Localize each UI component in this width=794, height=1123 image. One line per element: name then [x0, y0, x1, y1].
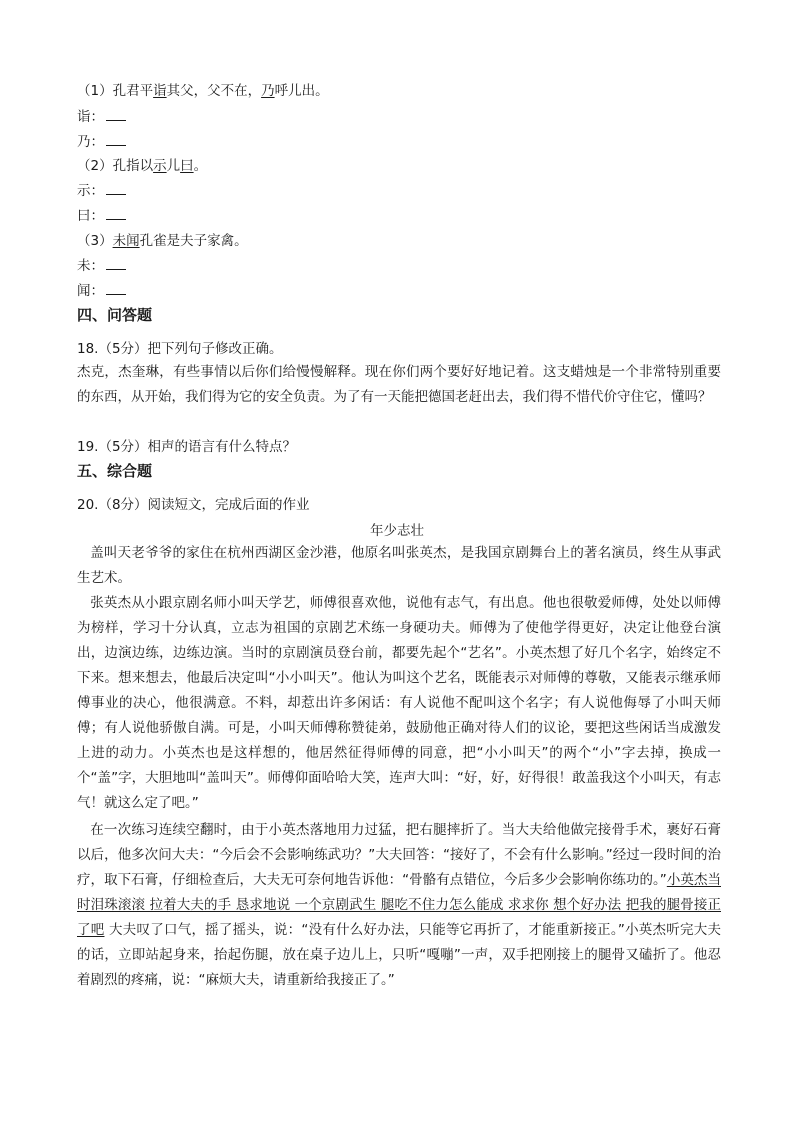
underlined-word: 诣 [153, 83, 167, 99]
underlined-word: 闻 [126, 233, 140, 249]
underlined-word: 曰 [180, 158, 194, 174]
q17-sentence-1 [77, 82, 329, 100]
answer-label: 未： [77, 258, 104, 274]
answer-blank[interactable] [106, 108, 126, 121]
answer-label: 曰： [77, 208, 104, 224]
answer-label: 乃： [77, 134, 104, 150]
sentence-text: （3） [77, 233, 113, 249]
paragraph-text: 大夫叹了口气，摇了摇头，说：“没有什么好办法，只能等它再折了，才能重新接正。”小英杰听完大夫的话，立即站起身来，抬起伤腿，放在桌子边儿上，只听“嘎嘣”一声，双手把刚接上的腿骨又磕折了。他忍着剧烈的疼痛，说：“麻烦大夫，请重新给我接正了。” [77, 922, 722, 988]
answer-line-wen [77, 282, 126, 300]
q17-sentence-2 [77, 157, 207, 175]
answer-line-shi [77, 182, 126, 200]
answer-line-wei [77, 257, 126, 275]
q19-heading: 19.（5分）相声的语言有什么特点？ [77, 439, 297, 455]
sentence-text: 孔雀是夫子家禽。 [139, 233, 248, 249]
answer-blank[interactable] [106, 257, 126, 270]
answer-label: 闻： [77, 283, 104, 299]
sentence-text: 其父，父不在， [166, 83, 262, 99]
article-paragraph-3 [77, 818, 721, 993]
underlined-word: 乃 [261, 83, 275, 99]
article-title: 年少志壮 [370, 523, 424, 539]
answer-blank[interactable] [106, 133, 126, 146]
q17-sentence-3 [77, 232, 248, 250]
answer-blank[interactable] [106, 182, 126, 195]
q18-body: 杰克，杰奎琳，有些事情以后你们给慢慢解释。现在你们两个要好好地记着。这支蜡烛是一个非常特别重要的东西，从开始，我们得为它的安全负责。为了有一天能把德国老赶出去，我们得不惜代价守住它，懂吗？ [77, 364, 721, 405]
answer-line-yi [77, 108, 126, 126]
q20-heading: 20.（8分）阅读短文，完成后面的作业 [77, 497, 310, 513]
sentence-text: （1）孔君平 [77, 83, 154, 99]
paragraph-text: 张英杰从小跟京剧名师小叫天学艺，师傅很喜欢他，说他有志气，有出息。他也很敬爱师傅，处处以师傅为榜样，学习十分认真，立志为祖国的京剧艺术练一身硬功夫。师傅为了使他学得更好，决定让他登台演出，边演边练，边练边演。当时的京剧演员登台前，都要先起个“艺名”。小英杰想了好几个名字，始终定不下来。想来想去，他最后决定叫“小小叫天”。他认为叫这个艺名，既能表示对师傅的尊敬，又能表示继承师傅事业的决心，他很满意。不料，却惹出许多闲话：有人说他不配叫这个名字；有人说他侮辱了小叫天师傅；有人说他骄傲自满。可是，小叫天师傅称赞徒弟，鼓励他正确对待人们的议论，要把这些闲话当成激发上进的动力。小英杰也是这样想的，他居然征得师傅的同意，把“小小叫天”的两个“小”字去掉，换成一个“盖”字，大胆地叫“盖叫天”。师傅仰面哈哈大笑，连声大叫：“好，好，好得很！敢盖我这个小叫天，有志气！就这么定了吧。” [77, 595, 721, 811]
answer-label: 示： [77, 183, 104, 199]
answer-label: 诣： [77, 109, 104, 125]
answer-blank[interactable] [106, 282, 126, 295]
sentence-text: 儿 [166, 158, 181, 174]
section-5-title: 五、综合题 [77, 462, 153, 480]
paragraph-text: 盖叫天老爷爷的家住在杭州西湖区金沙港，他原名叫张英杰，是我国京剧舞台上的著名演员，终生从事武生艺术。 [77, 545, 721, 586]
section-4-title: 四、问答题 [77, 306, 153, 324]
sentence-text: 。 [193, 158, 208, 174]
article-paragraph-2 [77, 591, 721, 816]
sentence-text: 呼儿出。 [274, 83, 329, 99]
article-paragraph-1 [77, 541, 721, 591]
q18-heading: 18.（5分）把下列句子修改正确。 [77, 341, 283, 357]
underlined-word: 未 [112, 233, 127, 249]
answer-line-nai [77, 133, 126, 151]
underlined-word: 示 [153, 158, 167, 174]
answer-blank[interactable] [106, 207, 126, 220]
answer-line-yue [77, 207, 126, 225]
underlined-passage: 小英杰当时泪珠滚滚 拉着大夫的手 恳求地说 一个京剧武生 腿吃不住力怎么能成 求求你 想个好办法 把我的腿骨接正了吧 [77, 872, 721, 938]
sentence-text: （2）孔指以 [77, 158, 154, 174]
paragraph-text: 在一次练习连续空翻时，由于小英杰落地用力过猛，把右腿摔折了。当大夫给他做完接骨手术，裹好石膏以后，他多次问大夫：“今后会不会影响练武功？”大夫回答：“接好了，不会有什么影响。”经过一段时间的治疗，取下石膏，仔细检查后，大夫无可奈何地告诉他：“骨骼有点错位，今后多少会影响你练功的。” [77, 822, 721, 888]
